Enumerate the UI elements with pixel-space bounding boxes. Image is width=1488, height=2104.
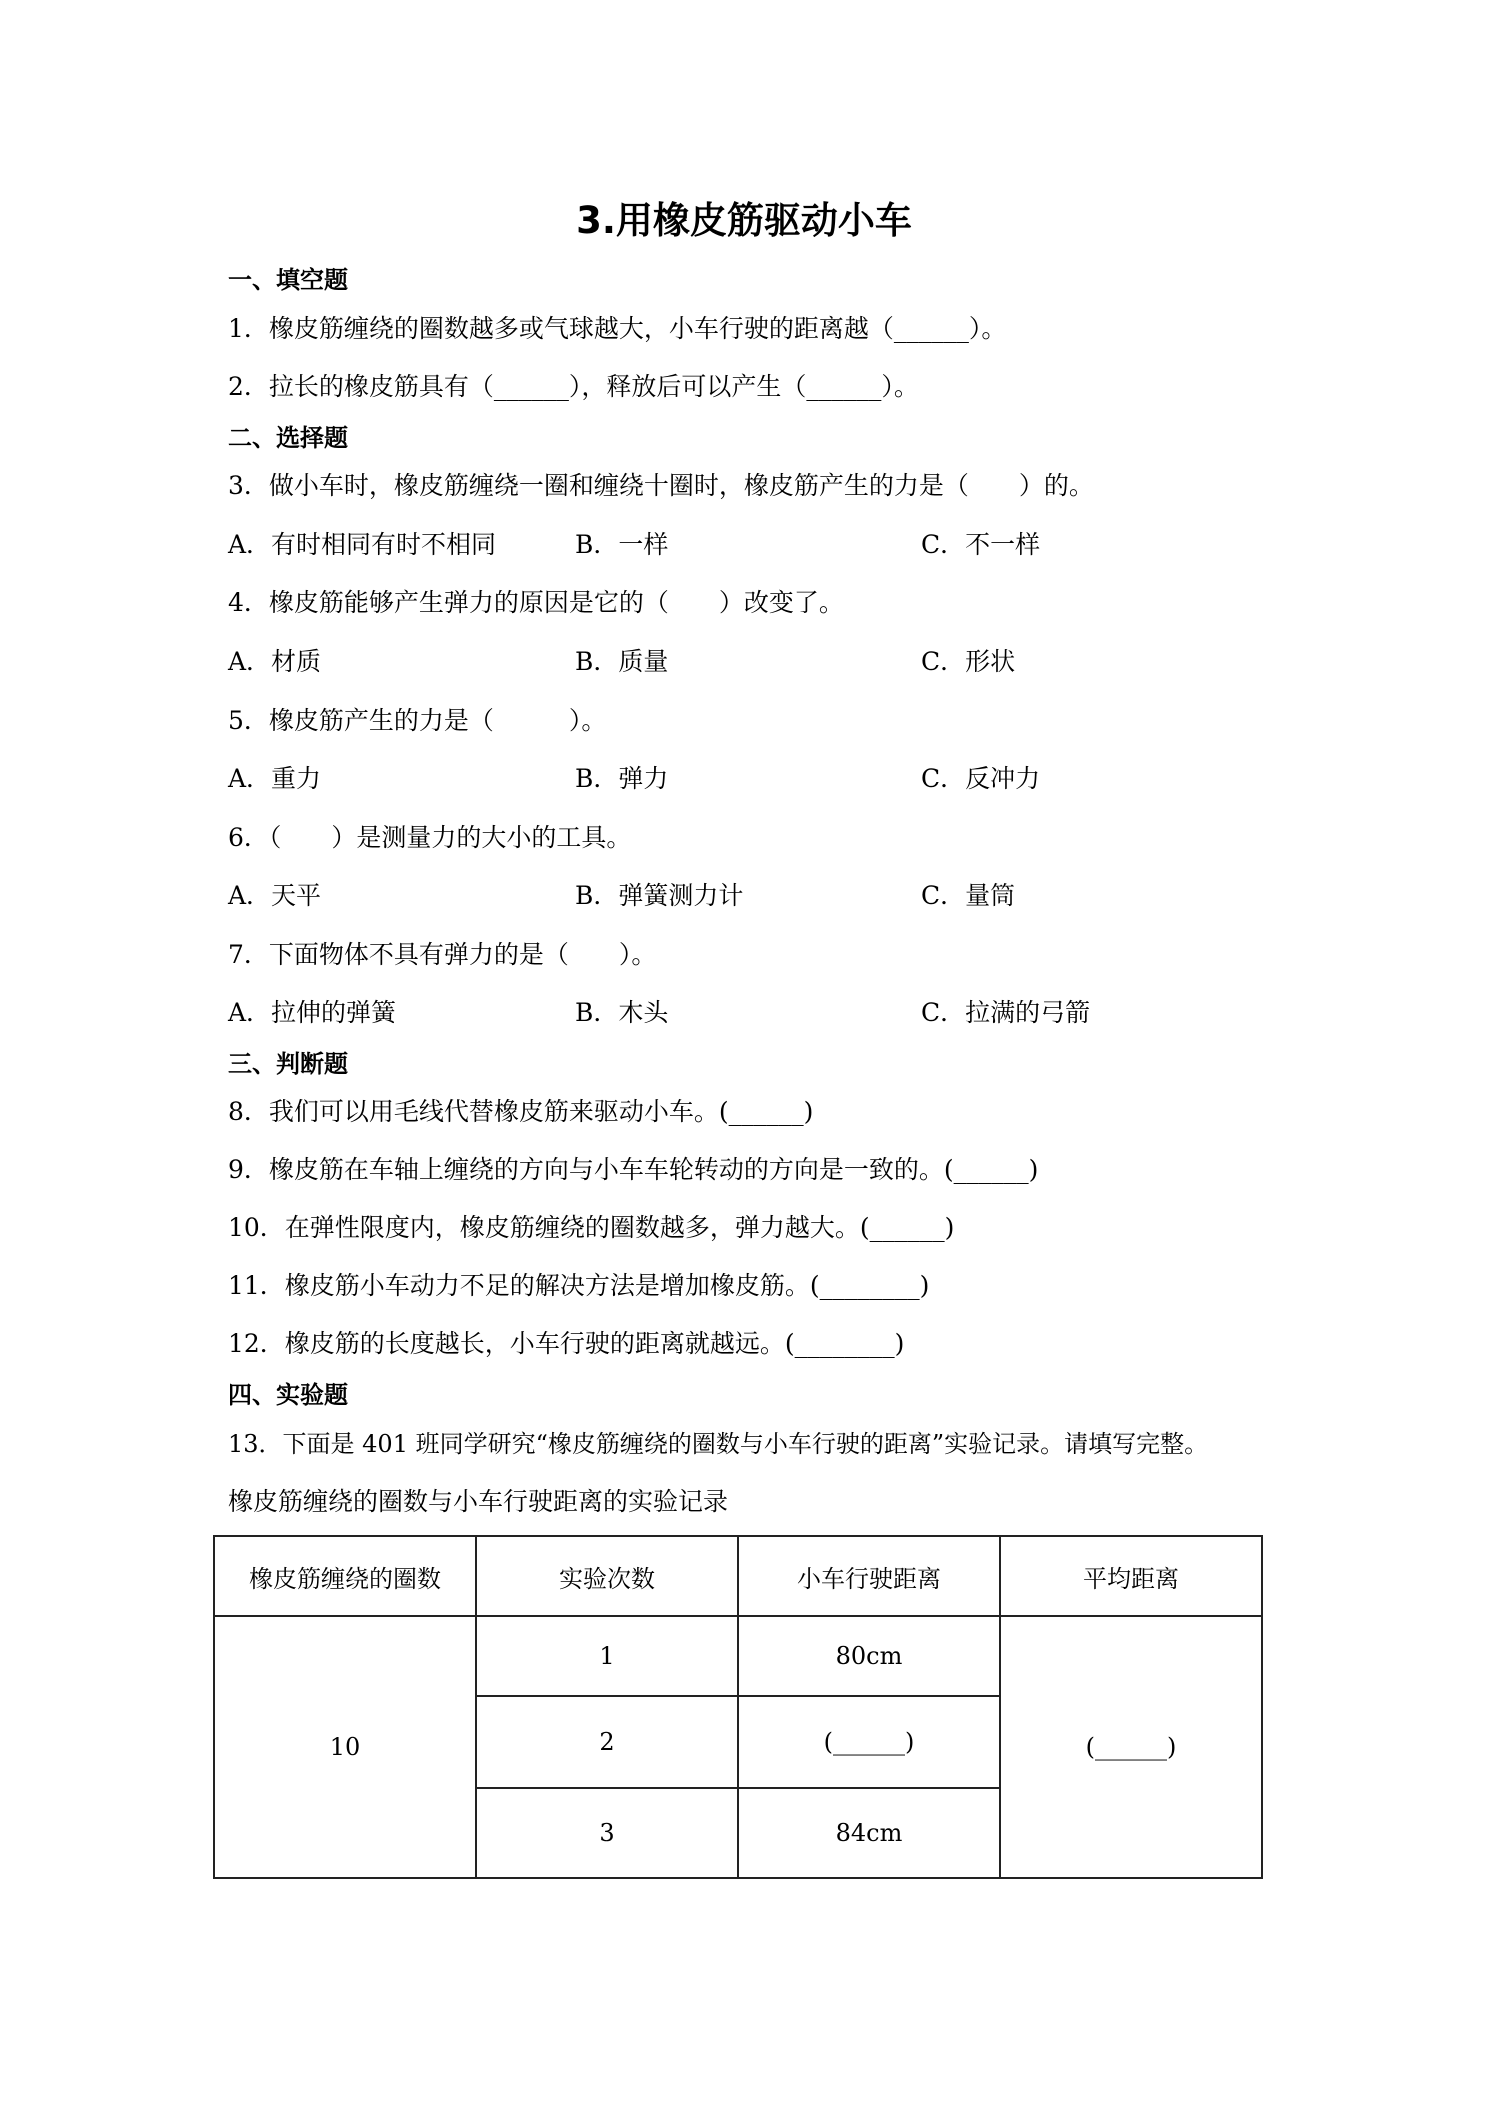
section-heading-true-false: 三、判断题	[228, 1050, 348, 1078]
question-6-option-a: A．天平	[228, 881, 322, 910]
question-5-option-a: A．重力	[228, 764, 322, 793]
cell-trial-2: 2	[476, 1696, 738, 1788]
table-caption: 橡皮筋缠绕的圈数与小车行驶距离的实验记录	[228, 1487, 729, 1516]
question-10: 10．在弹性限度内，橡皮筋缠绕的圈数越多，弹力越大。(______)	[228, 1213, 955, 1242]
question-7-option-a: A．拉伸的弹簧	[228, 998, 397, 1027]
cell-turns: 10	[214, 1616, 476, 1878]
header-turns: 橡皮筋缠绕的圈数	[214, 1536, 476, 1616]
cell-trial-1: 1	[476, 1616, 738, 1696]
question-6-option-b: B．弹簧测力计	[575, 881, 744, 910]
cell-trial-3: 3	[476, 1788, 738, 1878]
table-row	[214, 1616, 1262, 1696]
cell-distance-3: 84cm	[738, 1788, 1000, 1878]
page-title: 3.用橡皮筋驱动小车	[576, 199, 912, 242]
question-6-option-c: C．量筒	[921, 881, 1016, 910]
question-8: 8．我们可以用毛线代替橡皮筋来驱动小车。(______)	[228, 1097, 814, 1126]
question-3-option-c: C．不一样	[921, 530, 1041, 559]
question-11: 11．橡皮筋小车动力不足的解决方法是增加橡皮筋。(________)	[228, 1271, 930, 1300]
question-7-option-c: C．拉满的弓箭	[921, 998, 1091, 1027]
question-5-option-b: B．弹力	[575, 764, 669, 793]
question-2: 2．拉长的橡皮筋具有（______），释放后可以产生（______）。	[228, 372, 919, 401]
question-4: 4．橡皮筋能够产生弹力的原因是它的（ ）改变了。	[228, 588, 844, 617]
question-1: 1．橡皮筋缠绕的圈数越多或气球越大，小车行驶的距离越（______）。	[228, 314, 1007, 343]
question-3-option-a: A．有时相同有时不相同	[228, 530, 497, 559]
question-9: 9．橡皮筋在车轴上缠绕的方向与小车车轮转动的方向是一致的。(______)	[228, 1155, 1039, 1184]
cell-distance-1: 80cm	[738, 1616, 1000, 1696]
question-3-option-b: B．一样	[575, 530, 669, 559]
question-4-option-b: B．质量	[575, 647, 669, 676]
question-12: 12．橡皮筋的长度越长，小车行驶的距离就越远。(________)	[228, 1329, 905, 1358]
question-5-option-c: C．反冲力	[921, 764, 1041, 793]
cell-average-blank: (______)	[1000, 1616, 1262, 1878]
section-heading-fill-blank: 一、填空题	[228, 266, 348, 294]
header-distance: 小车行驶距离	[738, 1536, 1000, 1616]
question-13: 13．下面是 401 班同学研究“橡皮筋缠绕的圈数与小车行驶的距离”实验记录。请填写完整。	[228, 1430, 1209, 1458]
experiment-record-table	[213, 1535, 1263, 1879]
section-heading-multiple-choice: 二、选择题	[228, 424, 348, 452]
header-trial-number: 实验次数	[476, 1536, 738, 1616]
question-7: 7．下面物体不具有弹力的是（ ）。	[228, 940, 657, 969]
question-4-option-a: A．材质	[228, 647, 322, 676]
question-3: 3．做小车时，橡皮筋缠绕一圈和缠绕十圈时，橡皮筋产生的力是（ ）的。	[228, 471, 1094, 500]
cell-distance-2-blank: (______)	[738, 1696, 1000, 1788]
question-7-option-b: B．木头	[575, 998, 669, 1027]
header-average-distance: 平均距离	[1000, 1536, 1262, 1616]
question-6: 6．（ ）是测量力的大小的工具。	[228, 823, 632, 852]
question-5: 5．橡皮筋产生的力是（ ）。	[228, 706, 607, 735]
question-4-option-c: C．形状	[921, 647, 1016, 676]
table-header-row	[214, 1536, 1262, 1616]
section-heading-experiment: 四、实验题	[228, 1381, 348, 1409]
